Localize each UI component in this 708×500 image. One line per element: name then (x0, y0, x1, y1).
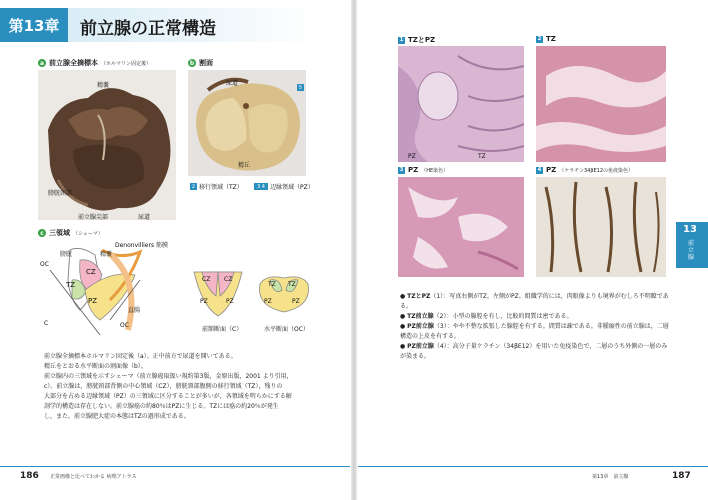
panel-sub: （HE染色） (421, 167, 449, 174)
caption-tz (190, 182, 243, 191)
section-badge: a (39, 59, 45, 67)
section-sub: （ホルマリン固定後） (101, 60, 152, 67)
histology-tz (536, 46, 666, 162)
specimen-photo-a (38, 70, 176, 220)
caption-frontal: 前額断面（C） (202, 326, 243, 333)
side-tab-number: 13 (683, 224, 697, 235)
micro-image-4 (536, 177, 666, 277)
section-c-label (38, 228, 103, 238)
caption-num: 2 (191, 183, 196, 190)
panel-num: 2 (537, 36, 542, 42)
page-title: 前立腺の正常構造 (80, 19, 216, 39)
note-term: PZ前立腺 (407, 343, 434, 350)
note-text: ：小型の腺腔を有し，比較的間質は密である。 (446, 313, 573, 320)
right-note: ● PZ前立腺（3）：やや不整な拡張した腺腔を有する。間質は疎である。非腫瘍性の前立腺は，二層構造の上皮を有する。 (400, 323, 669, 340)
caption-horizontal: 水平断面（OC） (264, 326, 309, 333)
panel-title: TZ (546, 35, 556, 43)
label-pz-4: PZ (292, 298, 300, 305)
label-seminal: 精嚢 (97, 82, 110, 89)
panel-num: 3 (399, 167, 404, 173)
micro-label-1 (398, 35, 435, 45)
micro-label-3 (398, 166, 448, 174)
right-note: ● PZ前立腺（4）：高分子量ケラチン（34βE12）を用いた免疫染色で，二層のうち外側の一層のみが染まる。 (400, 343, 668, 360)
note-text: ：高分子量ケラチン（34βE12）を用いた免疫染色で，二層のうち外側の一層のみが染まる。 (400, 343, 668, 360)
caption-text: 移行領域（TZ） (199, 184, 243, 191)
section-title: 三領域 (49, 229, 70, 237)
label-bladder-neck: 膀胱頸部 (48, 190, 73, 197)
section-badge: b (189, 59, 195, 67)
specimen-a-image (38, 70, 176, 220)
micro1-label-pz: PZ (408, 153, 416, 160)
note-line: 前立腺全摘標本ホルマリン固定後（a）。正中前方で尿道を開いてある。 (44, 353, 237, 360)
left-notes (44, 352, 344, 422)
label-oc-left: OC (40, 261, 49, 268)
right-note: ● TZとPZ（1）：写真右側がTZ，左側がPZ。組織学的には，肉眼像よりも境界がむしろ不明瞭である。 (400, 293, 669, 310)
right-note: ● TZ前立腺（2）：小型の腺腔を有し，比較的間質は密である。 (400, 313, 573, 320)
section-title: 割面 (199, 59, 213, 67)
note-ref: （1） (430, 293, 444, 300)
label-denonvilliers: Denonvilliers 筋膜 (115, 242, 168, 249)
chapter-tab: 第13章 (0, 8, 68, 42)
panel-title: TZとPZ (408, 36, 436, 44)
label-tz-1: TZ (268, 281, 276, 288)
label-pz: PZ (88, 297, 98, 305)
frontal-section-diagram (190, 266, 246, 318)
histology-pz-he (398, 177, 524, 277)
note-line: 精丘をとおる水平断面の割面像（b）。 (44, 363, 147, 370)
label-apex: 前立腺尖部 (78, 214, 109, 221)
note-term: TZとPZ (407, 293, 431, 300)
marker-5: 5 (298, 84, 303, 91)
note-ref: （2） (433, 313, 447, 320)
label-pz-3: PZ (264, 298, 272, 305)
label-bladder: 膀胱 (60, 251, 73, 258)
label-seminal-c: 精嚢 (100, 251, 113, 258)
footer-chapter: 第13章 前立腺 (592, 474, 629, 480)
label-urethra-a: 尿道 (138, 214, 151, 221)
label-pz-1: PZ (200, 298, 208, 305)
note-line: 大部分を占める辺縁領域（PZ）の三領域に区分することが多いが，各領域を明らかにする解 (44, 393, 292, 400)
note-ref: （3） (433, 323, 447, 330)
note-term: TZ前立腺 (407, 313, 434, 320)
histology-pz-keratin (536, 177, 666, 277)
horizontal-section-diagram (256, 272, 312, 314)
right-notes (400, 292, 670, 362)
section-a-label (38, 58, 151, 68)
histology-tz-pz (398, 46, 524, 162)
note-text: ：やや不整な拡張した腺腔を有する。間質は疎である。非腫瘍性の前立腺は，二層構造の上皮を有する。 (400, 323, 669, 340)
note-ref: （4） (433, 343, 447, 350)
micro-image-1 (398, 46, 524, 162)
panel-title: PZ (546, 166, 557, 174)
note-line: し，また，前立腺肥大症の本態はTZの過形成である。 (44, 413, 190, 420)
label-verumontanum: 精丘 (238, 162, 251, 169)
micro1-label-tz: TZ (478, 153, 486, 160)
micro-label-2 (536, 35, 556, 43)
label-urethra-b: 尿道 (226, 80, 239, 87)
section-badge: c (38, 229, 46, 237)
caption-pz (254, 182, 314, 191)
footer-book-title: 正常画像と比べてわかる 病理アトラス (50, 474, 137, 480)
micro-image-3 (398, 177, 524, 277)
caption-text: 辺縁領域（PZ） (270, 184, 314, 191)
panel-sub: （ケラチン34βE12の免疫染色） (559, 167, 634, 174)
book-spine (351, 0, 357, 500)
label-oc-right: OC (120, 322, 129, 329)
label-tz-2: TZ (288, 281, 296, 288)
label-cz: CZ (86, 268, 96, 276)
label-pz-2: PZ (226, 298, 234, 305)
note-line: 前立腺内の三領域を示すシェーマ（前立腺癌取扱い規約第3版，金原出版，2001 より引用， (44, 373, 293, 380)
micro-image-2 (536, 46, 666, 162)
label-cz-1: CZ (202, 276, 211, 283)
side-tab-label: 前立腺 (688, 240, 695, 261)
panel-title: PZ (408, 166, 419, 174)
footer-rule (0, 466, 350, 467)
note-text: ：写真右側がTZ，左側がPZ。組織学的には，肉眼像よりも境界がむしろ不明瞭である。 (400, 293, 669, 310)
section-sub: （シェーマ） (73, 230, 103, 237)
page-number-left: 186 (20, 471, 39, 481)
page-number-right: 187 (672, 471, 691, 481)
panel-num: 4 (537, 167, 542, 173)
note-term: PZ前立腺 (407, 323, 434, 330)
micro-label-4 (536, 166, 633, 174)
label-cz-2: CZ (224, 276, 233, 283)
footer-rule-right (358, 466, 708, 467)
note-line: 剖学的構造は存在しない。前立腺癌の約80％はPZに生じる。TZには癌の約20％が発生 (44, 403, 279, 410)
caption-num: 3 4 (254, 183, 268, 190)
section-b-label (188, 58, 213, 68)
section-title: 前立腺全摘標本 (49, 59, 98, 67)
label-c: C (44, 320, 49, 327)
note-line: c）。前立腺は，膀胱頸部背側の中心領域（CZ），膀胱頸部腹側の移行領域（TZ），残りの (44, 383, 283, 390)
panel-num: 1 (399, 37, 404, 43)
label-tz: TZ (66, 281, 76, 289)
label-rectum: 直腸 (128, 307, 141, 314)
